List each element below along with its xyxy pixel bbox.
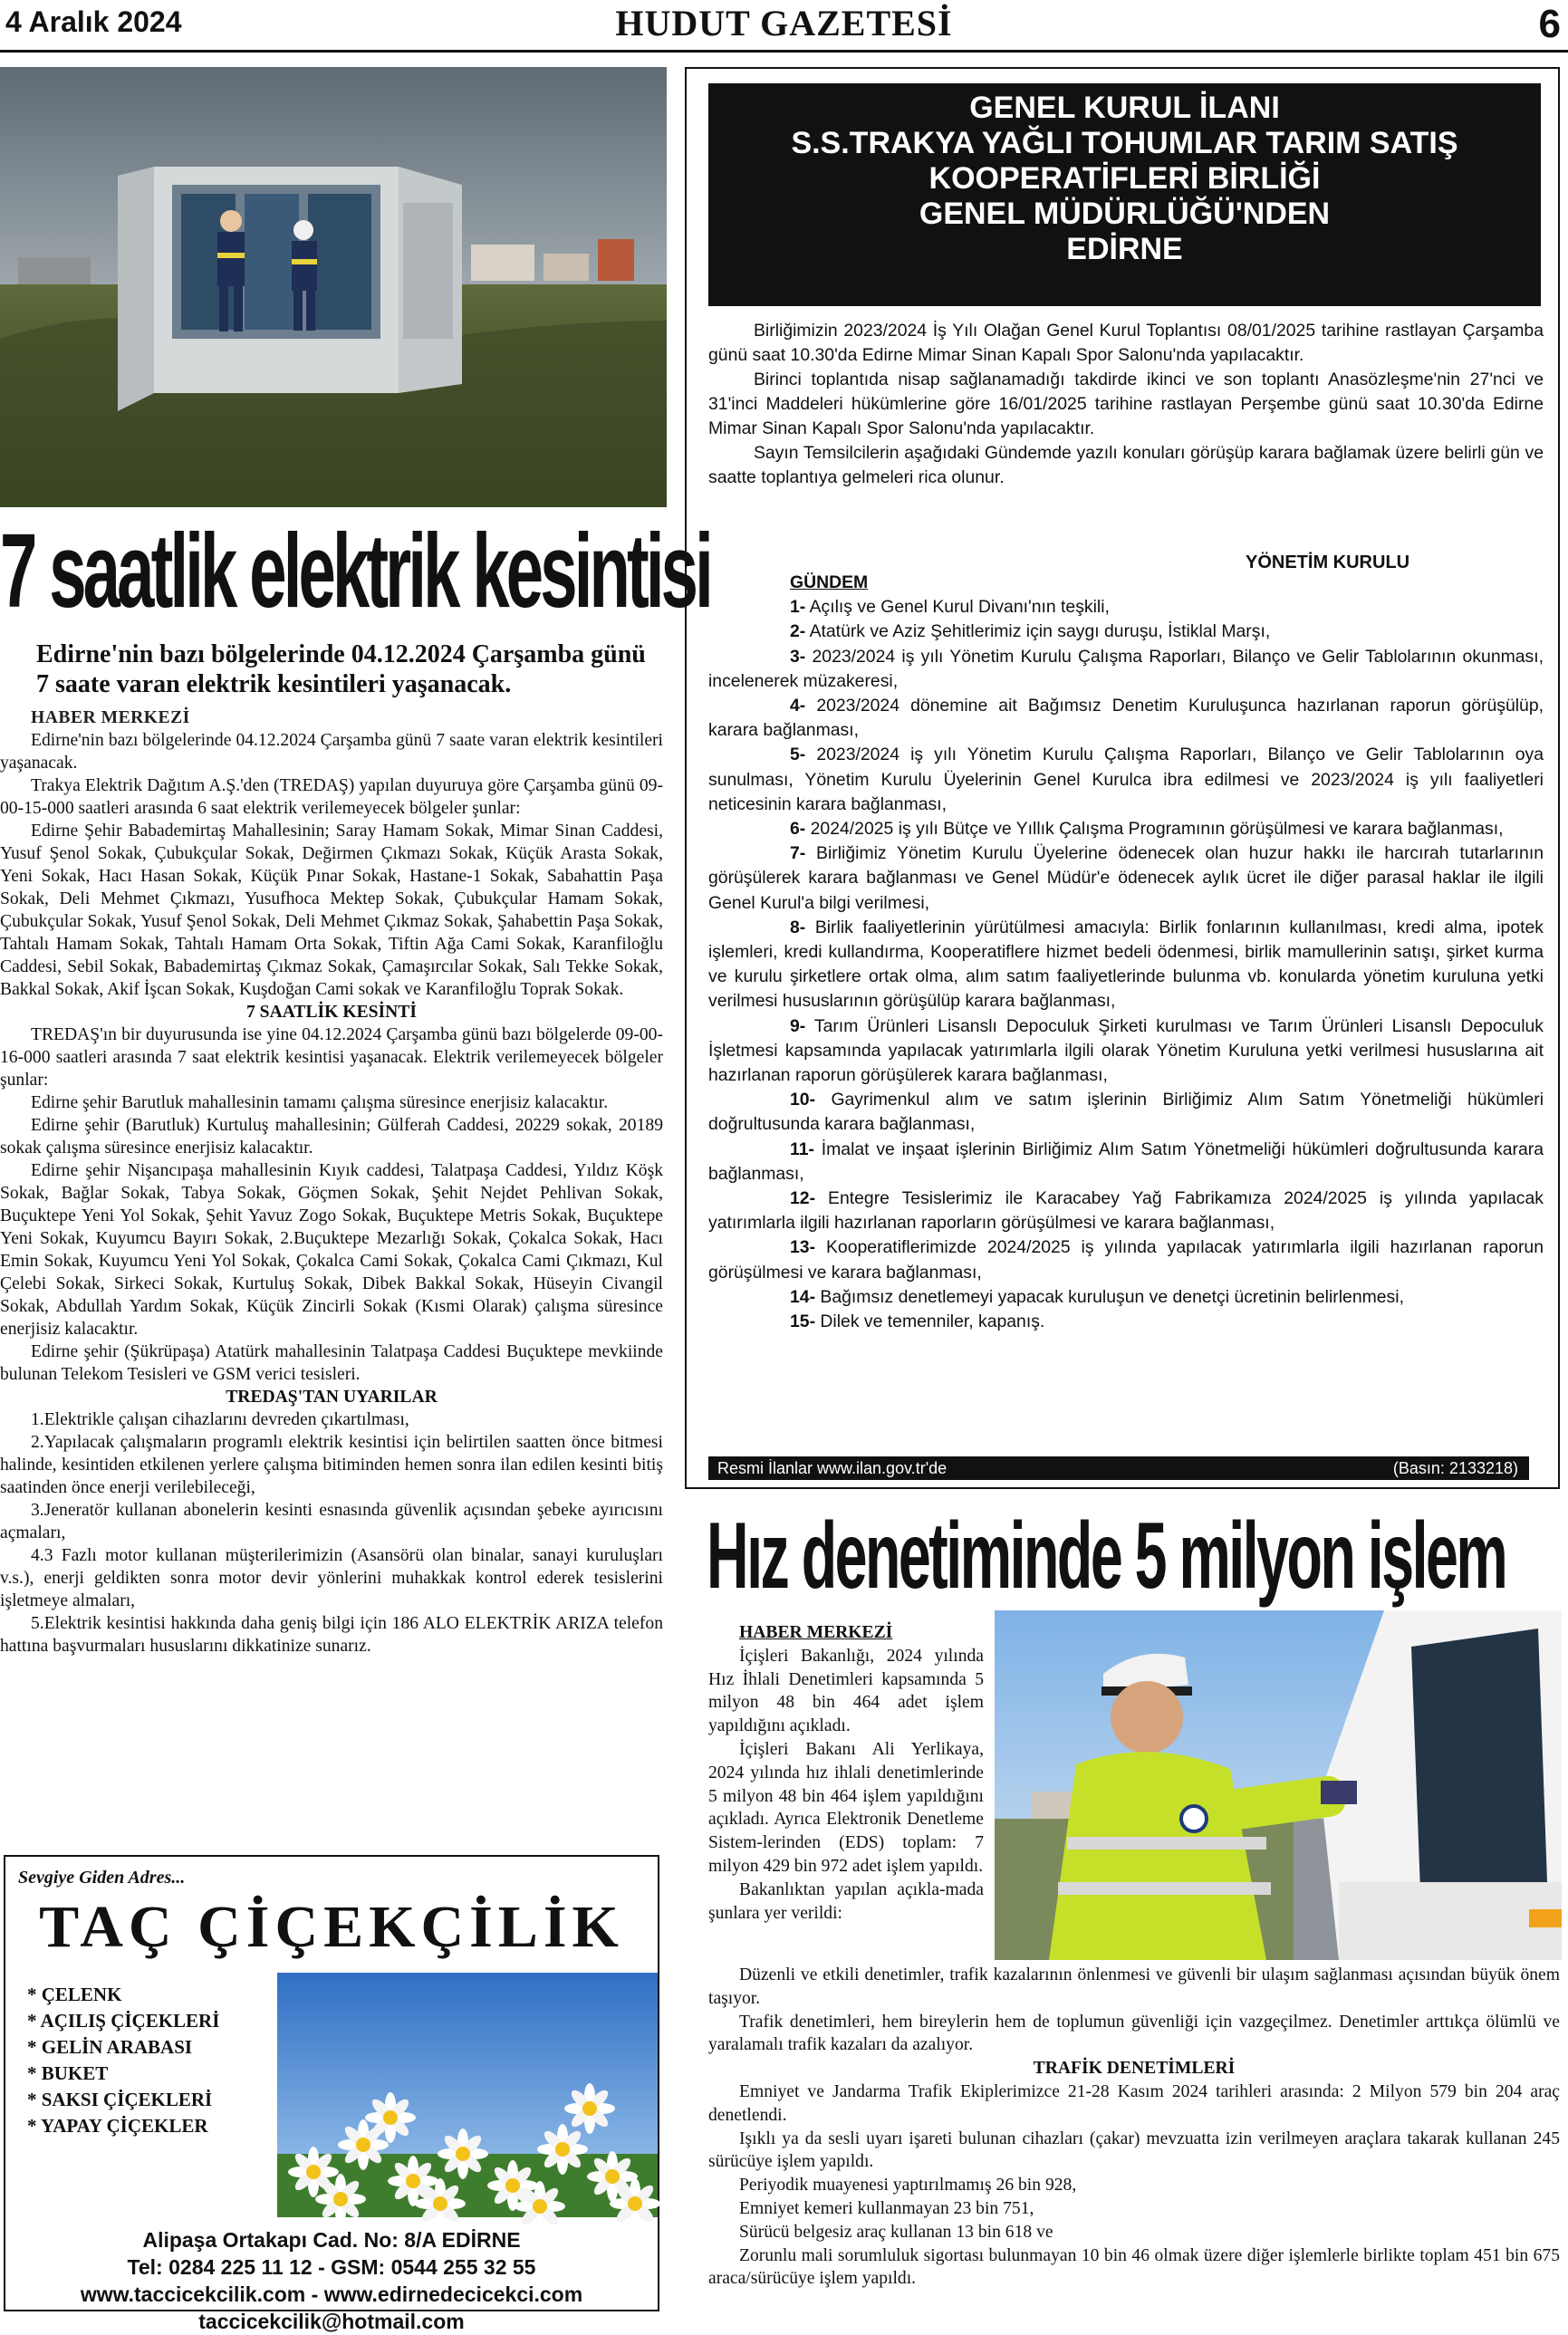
paragraph: Periyodik muayenesi yaptırılmamış 26 bin 928, [739, 2176, 1077, 2196]
agenda [708, 571, 1544, 1334]
article2-body-wide [708, 1964, 1560, 2291]
notice-heading-line: EDİRNE [1066, 232, 1183, 266]
ad-service-item: * GELİN ARABASI [27, 2036, 193, 2058]
paragraph: Edirne Şehir Babademirtaş Mahallesinin; Saray Hamam Sokak, Mimar Sinan Caddesi, Yusuf Şenol Sokak, Çubukçular Sokak, Değirmen Çıkmazı Sokak, Küçük Arasta Sokak, Yeni Sokak, Hacı Hasan Sokak, Küçük Pınar Sokak, Hastane-1 Sokak, Sabahattin Paşa Sokak, Deli Mehmet Çıkmazı, Yusufhoca Mektep Sokak, Çubukçular Hamam Sokak, Çubukçular Sokak, Yusuf Şenol Sokak, Deli Mehmet Çıkmaz Sokak, Şahabettin Paşa Sokak, Tahtalı Hamam Sokak, Tahtalı Hamam Orta Sokak, Tiftin Ağa Cami Sokak, Karanfiloğlu Caddesi, Sebil Sokak, Babademirtaş Çıkmaz Sokak, Çamaşırcılar Sokak, Salı Tekke Sokak, Bakkal Sokak, Akif İşcan Sokak, Kuşdoğan Cami sokak ve Karanfiloğlu Toprak Sokak. [0, 822, 663, 999]
agenda-item-text: Kooperatiflerimizde 2024/2025 iş yılında yapılacak yatırımlarla ilgili hazırlanan raporun görüşülmesi ve karara bağlanması, [708, 1237, 1544, 1283]
agenda-item [708, 1235, 1544, 1284]
article-headline: 7 saatlik elektrik kesintisi [0, 512, 710, 629]
paragraph: İçişleri Bakanı Ali Yerlikaya, 2024 yılında hız ihlali denetimlerinde 5 milyon 48 bin 464 işlem yapıldığını açıkladı. Ayrıca Elektronik Denetleme Sistem-lerinden (EDS) toplam: 7 milyon 429 bin 972 adet işlem yapıldı. [708, 1739, 984, 1876]
agenda-item-number: 13- [790, 1237, 816, 1258]
paragraph: Edirne şehir (Barutluk) Kurtuluş mahallesinin; Gülferah Caddesi, 20229 sokak, 20189 sokak çalışma süresince enerjisiz kalacaktır. [0, 1116, 663, 1158]
paragraph: Edirne şehir (Şükrüpaşa) Atatürk mahallesinin Talatpaşa Caddesi Buçuktepe mevkiinde bulunan Telekom Tesisleri ve GSM verici tesisleri. [0, 1342, 663, 1384]
notice-heading [708, 83, 1541, 306]
agenda-item-text: Birliğimiz Yönetim Kurulu Üyelerine ödenecek olan huzur hakkı ile harcırah tutarlarının görüşülerek karara bağlanması ve Genel Müdür'e ödenecek aylık ücret ile diğer parasal haklar ile ilgili Genel Kurul'a bilgi verilmesi, [708, 843, 1544, 913]
notice-paragraph: Birinci toplantıda nisap sağlanamadığı takdirde ikinci ve son toplantı Anasözleşme'nin 27'nci ve 31'inci Maddeleri hükümlerine göre 16/01/2025 tarihine rastlayan Perşembe günü saat 10.30'da Edirne Mimar Sinan Kapalı Spor Salonu'nda yapılacaktır. [708, 370, 1544, 438]
notice-heading-line: GENEL KURUL İLANI [969, 91, 1280, 125]
agenda-item-number: 4- [790, 696, 806, 716]
paragraph: Bakanlıktan yapılan açıkla-mada şunlara yer verildi: [708, 1879, 984, 1923]
agenda-item-text: Gayrimenkul alım ve satım işlerinin Birliğimiz Alım Satım Yönetmeliği hükümleri doğrultusunda karara bağlanması, [708, 1090, 1544, 1135]
agenda-item-number: 8- [790, 917, 806, 937]
newspaper-title: HUDUT GAZETESİ [615, 3, 953, 43]
notice-footer-code: (Basın: 2133218) [1392, 1459, 1518, 1477]
warning-item: 2.Yapılacak çalışmaların programlı elektrik kesintisi için belirtilen saatten önce bitmesi halinde, kesintiden etkilenen yerlere çalışma bitiminden hemen sonra ilan edilen kesinti bitiş saatinden önce enerji verilebileceği, [0, 1433, 663, 1497]
warning-item: 1.Elektrikle çalışan cihazlarını devreden çıkartılması, [31, 1410, 409, 1429]
notice-footer [708, 1456, 1529, 1480]
agenda-item-text: Açılış ve Genel Kurul Divanı'nın teşkili, [809, 597, 1110, 618]
ad-service-item: * AÇILIŞ ÇİÇEKLERİ [27, 2010, 220, 2032]
agenda-item [708, 1014, 1544, 1089]
agenda-item-text: 2023/2024 iş yılı Yönetim Kurulu Çalışma Raporları, Bilanço ve Gelir Tablolarının oya sunulması, Yönetim Kurulu Üyelerinin Genel Kurulca ibra edilmesi ve 2023/2024 iş yılı faaliyetleri neticesinin karara bağlanması, [708, 745, 1544, 814]
paragraph: Trafik denetimleri, hem bireylerin hem de toplumun güvenliği için vazgeçilmez. Denetimler arttıkça ölümlü ve yaralamalı trafik kazaları da azalıyor. [708, 2012, 1560, 2055]
paragraph: Sürücü belgesiz araç kullanan 13 bin 618 ve [739, 2222, 1053, 2242]
ad-phone: Tel: 0284 225 11 12 - GSM: 0544 255 32 55 [127, 2255, 536, 2279]
agenda-title: GÜNDEM [790, 572, 869, 592]
paragraph: Edirne şehir Barutluk mahallesinin tamamı çalışma süresince enerjisiz kalacaktır. [31, 1093, 609, 1112]
paragraph: Trakya Elektrik Dağıtım A.Ş.'den (TREDAŞ) yapılan duyuruya göre Çarşamba günü 09-00-15-000 saatleri arasında 6 saat elektrik verilemeyecek bölgeler şunlar: [0, 776, 663, 818]
agenda-item-text: Atatürk ve Aziz Şehitlerimiz için saygı duruşu, İstiklal Marşı, [809, 621, 1271, 642]
agenda-item-text: Birlik faaliyetlerinin yürütülmesi amacıyla: Birlik fonlarının kullanılması, kredi alma, ipotek işlemleri, kredi kullandırma, Kooperatiflere hizmet bedeli ödenmesi, birlik mamullerinin satışı, şirket kurma ve kurulu şirketlere ortak olma, alım satım faaliyetlerinde bulunma vb. konularda yönetim kuruluna yetki verilmesi hususlarının görüşülüp karara bağlanması, [708, 917, 1544, 1012]
agenda-item [708, 694, 1544, 743]
paragraph: İçişleri Bakanlığı, 2024 yılında Hız İhlali Denetimleri kapsamında 5 milyon 48 bin 464 adet işlem yapıldığını açıkladı. [708, 1646, 984, 1736]
byline: HABER MERKEZİ [739, 1623, 893, 1642]
warning-item: 3.Jeneratör kullanan abonelerin kesinti esnasında güvenlik açısından şebeke ayırıcısını açmaları, [0, 1501, 663, 1542]
notice-paragraph: Birliğimizin 2023/2024 İş Yılı Olağan Genel Kurul Toplantısı 08/01/2025 tarihine rastlayan Çarşamba günü saat 10.30'da Edirne Mimar Sinan Kapalı Spor Salonu'nda yapılacaktır. [708, 321, 1544, 365]
agenda-list [708, 595, 1544, 1334]
ad-email: taccicekcilik@hotmail.com [198, 2310, 465, 2333]
agenda-item-text: Dilek ve temenniler, kapanış. [820, 1312, 1045, 1332]
page-number: 6 [1538, 2, 1561, 46]
ad-website: www.taccicekcilik.com - www.edirnedecicekci.com [80, 2282, 583, 2306]
section-title: 7 SAATLİK KESİNTİ [245, 1003, 417, 1022]
notice-footer-source: Resmi İlanlar www.ilan.gov.tr'de [717, 1459, 948, 1477]
agenda-item-text: İmalat ve inşaat işlerinin Birliğimiz Alım Satım Yönetmeliği hükümleri doğrultusunda karara bağlanması, [708, 1139, 1544, 1184]
byline: HABER MERKEZİ [31, 708, 190, 727]
agenda-item-text: Tarım Ürünleri Lisanslı Depoculuk Şirketi kurulması ve Tarım Ürünleri Lisanslı Depoculuk İşletmesi kapsamında yapılacak yatırımlarla ilgili olarak Yönetim Kuruluna yetki verilmesi hususlarına ait hazırlanan raporun görüşülerek karara bağlanması, [708, 1015, 1544, 1086]
notice-heading-line: KOOPERATİFLERİ BİRLİĞİ [928, 161, 1321, 196]
ad-service-item: * ÇELENK [27, 1984, 122, 2005]
notice-body [708, 319, 1544, 490]
warning-item: 4.3 Fazlı motor kullanan müşterilerimizin (Asansörü olan binalar, sanayi kuruluşları v.s.), enerji geldikten sonra motor devir yönlerini muhakkak kontrol ederek tesislerini işletmeye almaları, [0, 1546, 663, 1610]
ad-service-list [27, 1982, 219, 2139]
warning-item: 5.Elektrik kesintisi hakkında daha geniş bilgi için 186 ALO ELEKTRİK ARIZA telefon hattına başvurmaları hususlarını dikkatinize sunarız. [0, 1614, 663, 1656]
notice-heading-line: S.S.TRAKYA YAĞLI TOHUMLAR TARIM SATIŞ [791, 126, 1458, 160]
agenda-item-text: Bağımsız denetlemeyi yapacak kuruluşun ve denetçi ücretinin belirlenmesi, [820, 1286, 1404, 1307]
ad-service-item: * YAPAY ÇİÇEKLER [27, 2115, 208, 2137]
agenda-item [708, 595, 1544, 620]
paragraph: Işıklı ya da sesli uyarı işareti bulunan cihazları (çakar) mevzuatta izin verilmeyen araçlara takarak kullanan 245 sürücüye işlem yapıldı. [708, 2128, 1560, 2172]
agenda-item-text: 2023/2024 iş yılı Yönetim Kurulu Çalışma Raporları, Bilanço ve Gelir Tablolarının okunması, incelenerek müzakeresi, [708, 646, 1544, 691]
paragraph: Emniyet ve Jandarma Trafik Ekiplerimizce 21-28 Kasım 2024 tarihleri arasında: 2 Milyon 579 bin 204 araç denetlendi. [708, 2081, 1560, 2125]
agenda-item-number: 10- [790, 1090, 816, 1110]
agenda-item-number: 11- [790, 1139, 814, 1159]
agenda-item [708, 817, 1544, 841]
substation-photo [0, 67, 667, 507]
article2-body-narrow [708, 1621, 984, 1925]
agenda-item [708, 620, 1544, 644]
traffic-police-illustration [995, 1610, 1562, 1960]
section-title: TRAFİK DENETİMLERİ [1033, 2059, 1236, 2079]
daisy-illustration [277, 1973, 658, 2217]
agenda-item [708, 841, 1544, 916]
paragraph: Edirne şehir Nişancıpaşa mahallesinin Kıyık caddesi, Talatpaşa Caddesi, Yıldız Köşk Sokak, Bağlar Sokak, Tabya Sokak, Göçmen Sokak, Şehit Nejdet Pehlivan Sokak, Buçuktepe Yeni Yol Sokak, Şehit Yavuz Zogo Sokak, Buçuktepe Metris Sokak, Buçuktepe Yeni Sokak, Kuyumcu Bayırı Sokak, 2.Buçuktepe Mezarlığı Sokak, Çokalca Sokak, Hacı Emin Sokak, Kuyumcu Yeni Yol Sokak, Çokalca Cami Sokak, Çokalca Cami Çıkmazı, Kul Çelebi Sokak, Sirkeci Sokak, Kurtuluş Sokak, Dibek Bakkal Sokak, Hüseyin Civangil Sokak, Abdullah Yardım Sokak, Küçük Zincirli Sokak (Kısmi Olarak) çalışma süresince enerjisiz kalacaktır. [0, 1161, 663, 1339]
notice-heading-line: GENEL MÜDÜRLÜĞÜ'NDEN [919, 197, 1331, 231]
paragraph: Zorunlu mali sorumluluk sigortası bulunmayan 10 bin 46 olmak üzere diğer işlemlerle birlikte toplam 451 bin 675 araca/sürücüye işlem yapıldı. [708, 2245, 1560, 2289]
florist-advertisement [4, 1855, 659, 2333]
agenda-item-number: 1- [790, 597, 806, 618]
paragraph: Emniyet kemeri kullanmayan 23 bin 751, [739, 2198, 1034, 2218]
agenda-item [708, 743, 1544, 817]
article2-headline: Hız denetiminde 5 milyon işlem [707, 1504, 1506, 1609]
paragraph: Edirne'nin bazı bölgelerinde 04.12.2024 Çarşamba günü 7 saate varan elektrik kesintileri yaşanacak. [0, 731, 663, 773]
agenda-item-text: 2024/2025 iş yılı Bütçe ve Yıllık Çalışma Programının görüşülmesi ve karara bağlanması, [810, 819, 1504, 840]
ad-service-item: * SAKSI ÇİÇEKLERİ [27, 2089, 213, 2110]
agenda-item-number: 14- [790, 1286, 816, 1307]
agenda-item-number: 6- [790, 819, 806, 840]
article-body [0, 706, 663, 1658]
ad-brand-name: TAÇ ÇİÇEKÇİLİK [39, 1894, 624, 1960]
agenda-item [708, 645, 1544, 694]
agenda-item-number: 2- [790, 621, 806, 642]
agenda-item [708, 1088, 1544, 1137]
agenda-item-number: 15- [790, 1312, 816, 1332]
ad-contact-block [5, 2226, 658, 2335]
notice-paragraph: Sayın Temsilcilerin aşağıdaki Gündemde yazılı konuları görüşüp karara bağlamak üzere belirli gün ve saatte toplantıya gelmeleri rica olunur. [708, 443, 1544, 487]
agenda-item-number: 3- [790, 646, 806, 667]
agenda-item-number: 7- [790, 843, 806, 864]
issue-date: 4 Aralık 2024 [5, 5, 182, 38]
notice-signature: YÖNETİM KURULU [1246, 553, 1410, 572]
agenda-item [708, 916, 1544, 1014]
agenda-item [708, 1187, 1544, 1235]
section-title: TREDAŞ'TAN UYARILAR [226, 1388, 438, 1407]
ad-address: Alipaşa Ortakapı Cad. No: 8/A EDİRNE [142, 2228, 521, 2252]
agenda-item-number: 12- [790, 1188, 816, 1209]
ad-service-item: * BUKET [27, 2062, 109, 2084]
agenda-item [708, 1310, 1544, 1334]
agenda-item-text: 2023/2024 dönemine ait Bağımsız Denetim Kuruluşunca hazırlanan raporun görüşülüp, karara bağlanması, [708, 696, 1544, 741]
agenda-item-text: Entegre Tesislerimiz ile Karacabey Yağ Fabrikamıza 2024/2025 iş yılında yapılacak yatırımlarla ilgili hazırlanan raporların görüşülmesi ve karara bağlanması, [708, 1188, 1544, 1234]
traffic-police-photo [995, 1610, 1562, 1960]
agenda-item-number: 5- [790, 745, 806, 765]
paragraph: TREDAŞ'ın bir duyurusunda ise yine 04.12.2024 Çarşamba günü bazı bölgelerde 09-00-16-000 saatleri arasında 7 saat elektrik kesintisi yaşanacak. Elektrik verilemeyecek bölgeler şunlar: [0, 1025, 663, 1090]
agenda-item [708, 1138, 1544, 1187]
paragraph: Düzenli ve etkili denetimler, trafik kazalarının önlenmesi ve güvenli bir ulaşım sağlanması açısından büyük önem taşıyor. [708, 1965, 1560, 2008]
ad-tagline: Sevgiye Giden Adres... [18, 1868, 186, 1888]
daisy-flowers-image [277, 1973, 658, 2217]
substation-illustration [0, 67, 667, 507]
masthead [0, 0, 1568, 53]
agenda-item-number: 9- [790, 1015, 806, 1036]
agenda-item [708, 1285, 1544, 1310]
article-subhead: Edirne'nin bazı bölgelerinde 04.12.2024 Çarşamba günü 7 saate varan elektrik kesintileri yaşanacak. [36, 640, 646, 698]
